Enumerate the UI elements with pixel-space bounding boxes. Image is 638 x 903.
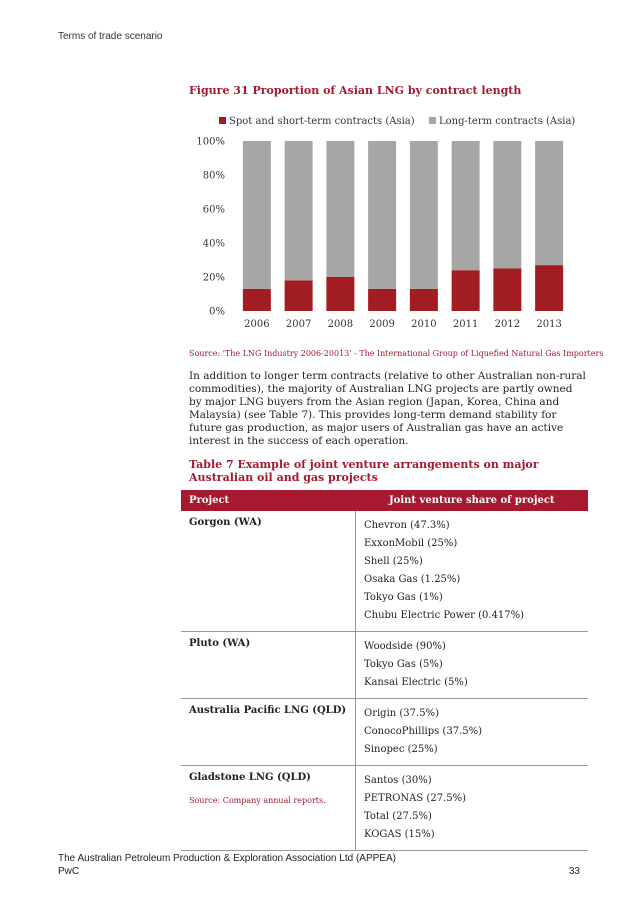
page-number: 33 — [568, 866, 580, 877]
legend-swatch — [219, 117, 226, 124]
bar-segment-long-term — [285, 141, 313, 280]
bar-segment-spot — [493, 269, 521, 312]
figure-title: Figure 31 Proportion of Asian LNG by contract length — [189, 84, 522, 97]
x-tick-label: 2010 — [411, 319, 437, 330]
jv-share-item: Shell (25%) — [364, 556, 423, 567]
y-tick-label: 100% — [196, 136, 225, 148]
bar-segment-long-term — [452, 141, 480, 270]
project-name: Australia Pacific LNG (QLD) — [181, 699, 356, 766]
jv-share-item: Tokyo Gas (5%) — [364, 659, 443, 670]
jv-share-item: PETRONAS (27.5%) — [364, 793, 466, 804]
legend-label: Spot and short-term contracts (Asia) — [229, 116, 415, 127]
jv-share-item: Kansai Electric (5%) — [364, 677, 468, 688]
footer — [58, 852, 580, 878]
table-row — [181, 632, 588, 699]
table-row — [181, 766, 588, 851]
bar-segment-spot — [285, 280, 313, 311]
table-source: Source: Company annual reports. — [189, 796, 326, 805]
y-tick-label: 60% — [202, 204, 225, 216]
bar-segment-spot — [368, 289, 396, 311]
jv-shares — [356, 699, 589, 766]
jv-share-item: ExxonMobil (25%) — [364, 538, 458, 549]
jv-shares — [356, 766, 589, 851]
legend-label: Long-term contracts (Asia) — [439, 116, 576, 127]
jv-share-item: Woodside (90%) — [364, 641, 446, 652]
body-paragraph: In addition to longer term contracts (relative to other Australian non-rural commodities), the majority of Australian LNG projects are partly owned by major LNG buyers from the Asian region (Japan, Korea, China and Malaysia) (see Table 7). This provides long-term demand stability for future gas production, as major users of Australian gas have an active interest in the success of each operation. — [189, 370, 586, 447]
bar-segment-spot — [535, 265, 563, 311]
bar-segment-long-term — [368, 141, 396, 289]
jv-share-item: KOGAS (15%) — [364, 829, 435, 840]
x-tick-label: 2008 — [327, 319, 354, 330]
x-tick-label: 2007 — [285, 319, 312, 330]
table-header-row — [181, 490, 588, 511]
bar-segment-spot — [243, 289, 271, 311]
x-tick-label: 2013 — [536, 319, 562, 330]
bar-segment-long-term — [326, 141, 354, 277]
jv-share-item: Sinopec (25%) — [364, 744, 438, 755]
bar-segment-long-term — [493, 141, 521, 269]
jv-share-item: Santos (30%) — [364, 775, 432, 786]
bar-segment-spot — [410, 289, 438, 311]
jv-share-item: Chevron (47.3%) — [364, 520, 450, 531]
jv-shares — [356, 632, 589, 699]
y-tick-label: 40% — [202, 238, 225, 250]
x-tick-label: 2012 — [494, 319, 521, 330]
jv-share-item: Tokyo Gas (1%) — [364, 592, 443, 603]
header-project: Project — [181, 490, 356, 511]
jv-share-item: Chubu Electric Power (0.417%) — [364, 610, 525, 621]
bar-segment-long-term — [410, 141, 438, 289]
y-tick-label: 80% — [202, 170, 225, 182]
bar-segment-long-term — [243, 141, 271, 289]
project-name: Gorgon (WA) — [181, 511, 356, 632]
jv-share-item: Origin (37.5%) — [364, 708, 439, 719]
stacked-bar-chart — [189, 110, 589, 340]
project-name: Pluto (WA) — [181, 632, 356, 699]
header-jv-share: Joint venture share of project — [356, 490, 589, 511]
legend-swatch — [429, 117, 436, 124]
running-header: Terms of trade scenario — [58, 31, 163, 42]
jv-share-item: Osaka Gas (1.25%) — [364, 574, 461, 585]
jv-share-item: Total (27.5%) — [364, 811, 432, 822]
footer-organization: The Australian Petroleum Production & Exploration Association Ltd (APPEA) — [58, 853, 396, 864]
jv-share-item: ConocoPhillips (37.5%) — [364, 726, 482, 737]
figure-source: Source: 'The LNG Industry 2006-20013' - The International Group of Liquefied Natural Gas Importers — [189, 349, 604, 358]
table-row — [181, 699, 588, 766]
bar-segment-long-term — [535, 141, 563, 265]
bar-segment-spot — [452, 270, 480, 311]
table-row — [181, 511, 588, 632]
y-tick-label: 20% — [202, 272, 225, 284]
bar-segment-spot — [326, 277, 354, 311]
x-tick-label: 2011 — [452, 319, 479, 330]
footer-firm: PwC — [58, 866, 80, 877]
y-tick-label: 0% — [209, 306, 225, 318]
project-name: Gladstone LNG (QLD) — [181, 766, 356, 851]
jv-shares — [356, 511, 589, 632]
table-title: Table 7 Example of joint venture arrangements on major Australian oil and gas projects — [189, 458, 539, 484]
x-tick-label: 2009 — [369, 319, 395, 330]
x-tick-label: 2006 — [244, 319, 270, 330]
